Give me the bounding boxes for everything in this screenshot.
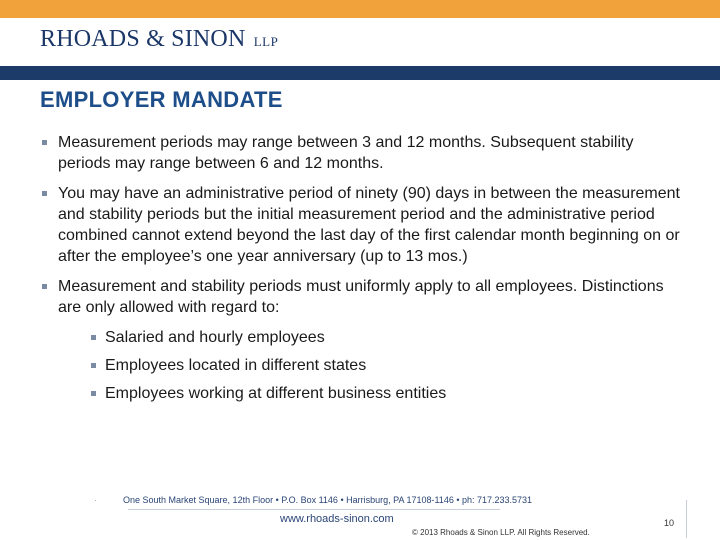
bullet-square-icon [91, 335, 96, 340]
footer-vertical-rule [686, 500, 687, 538]
company-logo [40, 24, 278, 54]
bullet-item [40, 183, 690, 267]
bullet-square-icon [42, 284, 47, 289]
header-divider-bar [0, 66, 720, 80]
bullet-square-icon [42, 140, 47, 145]
bullet-text: You may have an administrative period of ninety (90) days in between the measurement and stability periods but the initial measurement period and the administrative period combined cannot extend beyond the last day of the first calendar month beginning on or after the employee’s one year anniversary (up to 13 mos.) [58, 185, 680, 265]
slide-title: EMPLOYER MANDATE [40, 87, 283, 112]
top-accent-stripe [0, 0, 720, 18]
footer-divider [128, 509, 500, 510]
sub-bullet-text: Employees located in different states [105, 357, 367, 374]
footer-address-text: One South Market Square, 12th Floor • P.O. Box 1146 • Harrisburg, PA 17108-1146 • ph: 717.233.5731 [123, 495, 533, 505]
bullet-square-icon [91, 363, 96, 368]
copyright-notice: © 2013 Rhoads & Sinon LLP. All Rights Reserved. [412, 528, 590, 537]
sub-bullet-text: Employees working at different business entities [105, 385, 447, 402]
footer-address [94, 495, 532, 506]
slide-number: 10 [664, 518, 675, 528]
sub-bullet-item [58, 355, 690, 376]
bullet-square-icon [91, 391, 96, 396]
bullet-list [40, 132, 690, 404]
bullet-item [40, 132, 690, 174]
bullet-text: Measurement and stability periods must uniformly apply to all employees. Distinctions are only allowed with regard to: [58, 278, 664, 316]
slide-body [40, 132, 690, 413]
sub-bullet-list [58, 327, 690, 404]
sub-bullet-item [58, 383, 690, 404]
bullet-square-icon [42, 191, 47, 196]
footer-tick-mark: · [94, 495, 97, 505]
sub-bullet-item [58, 327, 690, 348]
logo-suffix-text: LLP [253, 34, 279, 49]
sub-bullet-text: Salaried and hourly employees [105, 329, 325, 346]
logo-main-text: RHOADS & SINON [40, 26, 246, 52]
footer-website[interactable]: www.rhoads-sinon.com [280, 513, 394, 525]
bullet-text: Measurement periods may range between 3 and 12 months. Subsequent stability periods may range between 6 and 12 months. [58, 134, 634, 172]
bullet-item [40, 276, 690, 404]
